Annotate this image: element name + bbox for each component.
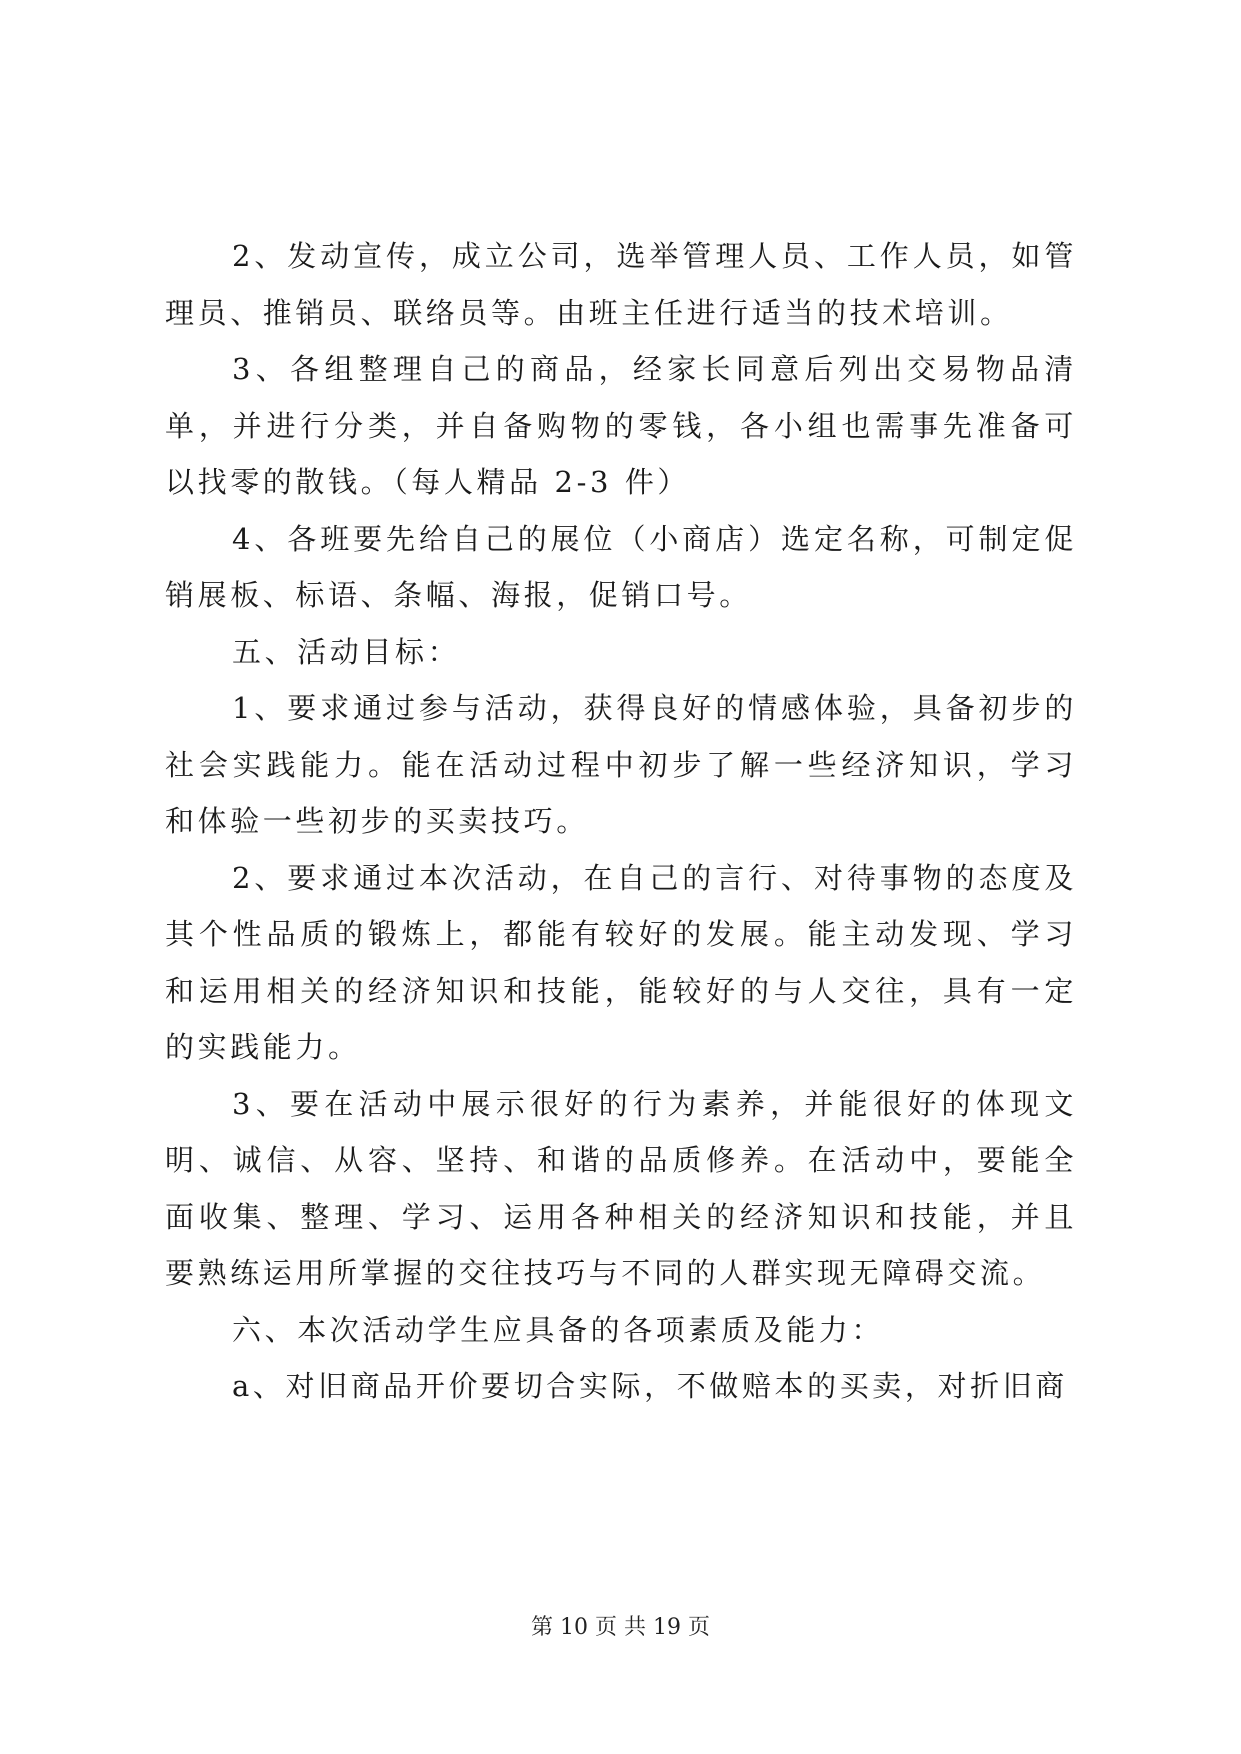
paragraph-6: 3、要在活动中展示很好的行为素养，并能很好的体现文明、诚信、从容、坚持、和谐的品质修养。在活动中，要能全面收集、整理、学习、运用各种相关的经济知识和技能，并且要熟练运用所掌握的交往技巧与不同的人群实现无障碍交流。 [165, 1086, 1077, 1290]
document-body [165, 228, 1077, 1415]
paragraph-1: 2、发动宣传，成立公司，选举管理人员、工作人员，如管理员、推销员、联络员等。由班主任进行适当的技术培训。 [165, 239, 1077, 330]
paragraph-7: a、对旧商品开价要切合实际，不做赔本的买卖，对折旧商 [232, 1369, 1068, 1403]
section-heading-6: 六、本次活动学生应具备的各项素质及能力： [232, 1312, 885, 1347]
paragraph-5: 2、要求通过本次活动，在自己的言行、对待事物的态度及其个性品质的锻炼上，都能有较好的发展。能主动发现、学习和运用相关的经济知识和技能，能较好的与人交往，具有一定的实践能力。 [165, 860, 1077, 1064]
paragraph-2: 3、各组整理自己的商品，经家长同意后列出交易物品清单，并进行分类，并自备购物的零钱，各小组也需事先准备可以找零的散钱。（每人精品 2-3 件） [165, 352, 1077, 499]
paragraph-3: 4、各班要先给自己的展位（小商店）选定名称，可制定促销展板、标语、条幅、海报，促销口号。 [165, 521, 1077, 612]
section-heading-5: 五、活动目标： [232, 634, 461, 669]
paragraph-4: 1、要求通过参与活动，获得良好的情感体验，具备初步的社会实践能力。能在活动过程中初步了解一些经济知识，学习和体验一些初步的买卖技巧。 [165, 691, 1077, 838]
page-number-footer: 第 10 页 共 19 页 [531, 1615, 710, 1640]
